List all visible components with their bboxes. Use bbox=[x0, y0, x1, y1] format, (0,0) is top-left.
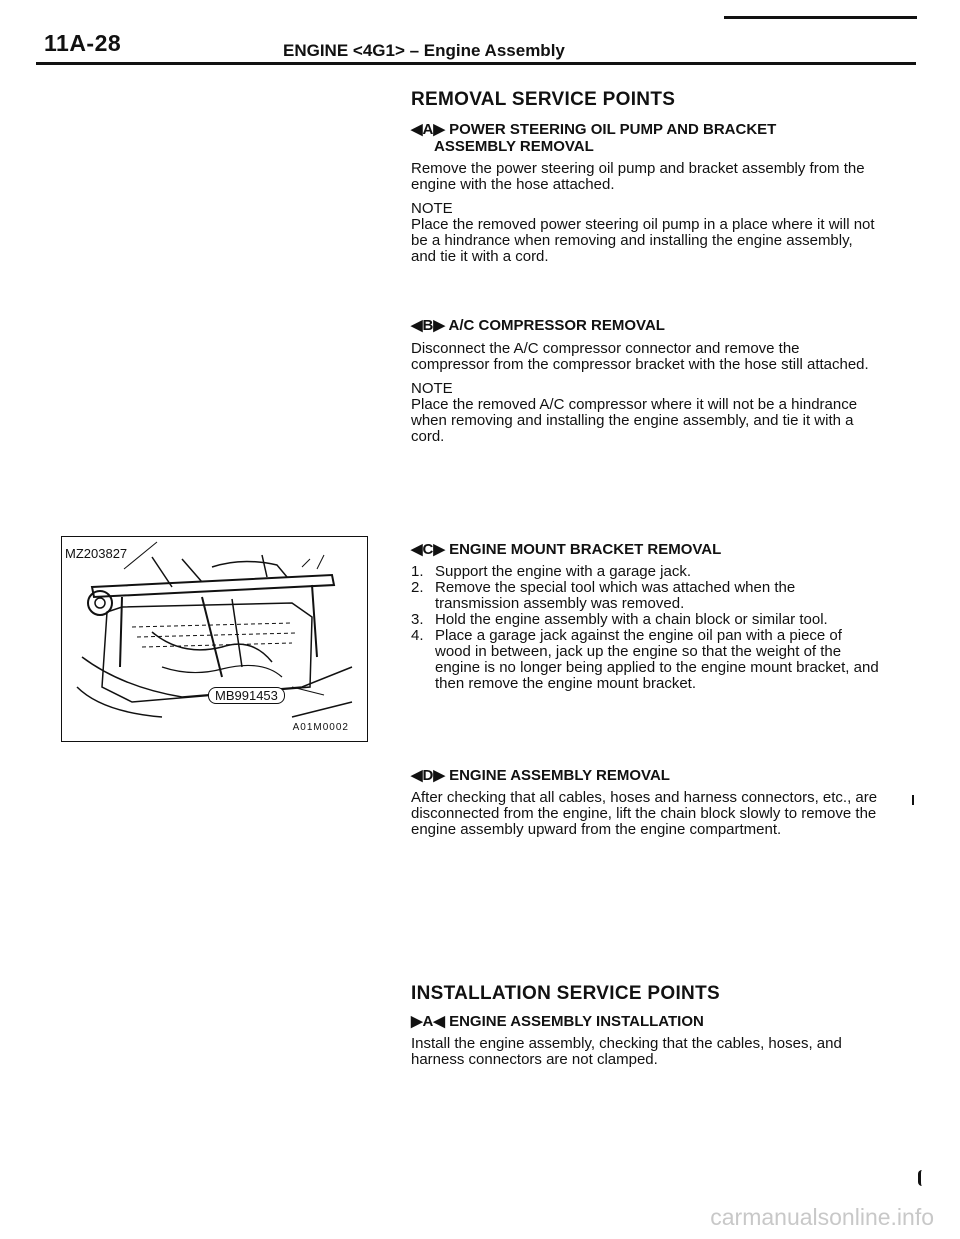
tool-label-mz203827: MZ203827 bbox=[65, 546, 128, 561]
step-item bbox=[411, 612, 881, 628]
section-b bbox=[411, 317, 881, 445]
engine-lift-figure bbox=[61, 536, 368, 742]
page-code: 11A-28 bbox=[44, 30, 122, 56]
section-b-note-label: NOTE bbox=[411, 380, 453, 397]
top-decorative-rule bbox=[724, 16, 917, 19]
step-number: 2. bbox=[411, 579, 424, 596]
step-text: Place a garage jack against the engine oil pan with a piece of wood in between, jack up the engine so that the weight of the engine is no longer being applied to the engine mount bracket, and then remove the engine mount bracket. bbox=[435, 627, 879, 692]
section-a-title bbox=[411, 121, 881, 138]
section-b-body: Disconnect the A/C compressor connector and remove the compressor from the compressor bracket with the hose still attached. bbox=[411, 340, 869, 373]
step-item bbox=[411, 628, 881, 692]
engine-illustration bbox=[62, 537, 366, 740]
section-b-note: Place the removed A/C compressor where it will not be a hindrance when removing and installing the engine assembly, and tie it with a cord. bbox=[411, 396, 858, 445]
scan-mark bbox=[912, 795, 914, 805]
section-d-title-text: ENGINE ASSEMBLY REMOVAL bbox=[449, 767, 670, 784]
watermark: carmanualsonline.info bbox=[710, 1204, 934, 1230]
removal-section bbox=[411, 89, 881, 111]
step-item bbox=[411, 564, 881, 580]
installation-section bbox=[411, 983, 881, 1068]
installation-heading: INSTALLATION SERVICE POINTS bbox=[411, 983, 720, 1004]
section-d-body: After checking that all cables, hoses and harness connectors, etc., are disconnected from the engine, lift the chain block slowly to remove the engine assembly upward from the engine compartment. bbox=[411, 789, 878, 838]
section-c-title-text: ENGINE MOUNT BRACKET REMOVAL bbox=[449, 541, 722, 558]
section-a-title-line1: POWER STEERING OIL PUMP AND BRACKET bbox=[449, 121, 777, 138]
section-d-tag: ◀D▶ bbox=[411, 767, 445, 784]
step-item bbox=[411, 580, 881, 612]
header-rule bbox=[36, 62, 916, 65]
section-c-steps bbox=[411, 564, 881, 692]
install-a-title-text: ENGINE ASSEMBLY INSTALLATION bbox=[449, 1013, 704, 1030]
section-d bbox=[411, 767, 881, 838]
section-b-tag: ◀B▶ bbox=[411, 317, 445, 334]
tool-label-mb991453: MB991453 bbox=[208, 687, 285, 704]
install-a-tag: ▶A◀ bbox=[411, 1013, 445, 1030]
scan-mark bbox=[918, 1170, 927, 1186]
section-a-body: Remove the power steering oil pump and bracket assembly from the engine with the hose attached. bbox=[411, 160, 865, 193]
section-c bbox=[411, 541, 881, 692]
section-a-tag: ◀A▶ bbox=[411, 121, 445, 138]
removal-heading: REMOVAL SERVICE POINTS bbox=[411, 89, 676, 110]
page-title: ENGINE <4G1> – Engine Assembly bbox=[283, 41, 565, 60]
figure-code: A01M0002 bbox=[292, 722, 349, 733]
step-number: 3. bbox=[411, 611, 424, 628]
step-text: Support the engine with a garage jack. bbox=[435, 563, 692, 580]
step-text: Hold the engine assembly with a chain block or similar tool. bbox=[435, 611, 828, 628]
section-b-title bbox=[411, 317, 881, 334]
step-number: 4. bbox=[411, 627, 424, 644]
step-number: 1. bbox=[411, 563, 424, 580]
section-a bbox=[411, 121, 881, 265]
section-b-title-text: A/C COMPRESSOR REMOVAL bbox=[448, 317, 665, 334]
install-a-title bbox=[411, 1013, 881, 1030]
section-c-tag: ◀C▶ bbox=[411, 541, 445, 558]
section-a-note-label: NOTE bbox=[411, 200, 453, 217]
section-a-note: Place the removed power steering oil pump in a place where it will not be a hindrance when removing and installing the engine assembly, and tie it with a cord. bbox=[411, 216, 875, 265]
section-a-title-line2: ASSEMBLY REMOVAL bbox=[434, 138, 594, 155]
install-a-body: Install the engine assembly, checking that the cables, hoses, and harness connectors are not clamped. bbox=[411, 1035, 842, 1068]
section-d-title bbox=[411, 767, 881, 784]
step-text: Remove the special tool which was attached when the transmission assembly was removed. bbox=[435, 579, 796, 612]
section-c-title bbox=[411, 541, 881, 558]
